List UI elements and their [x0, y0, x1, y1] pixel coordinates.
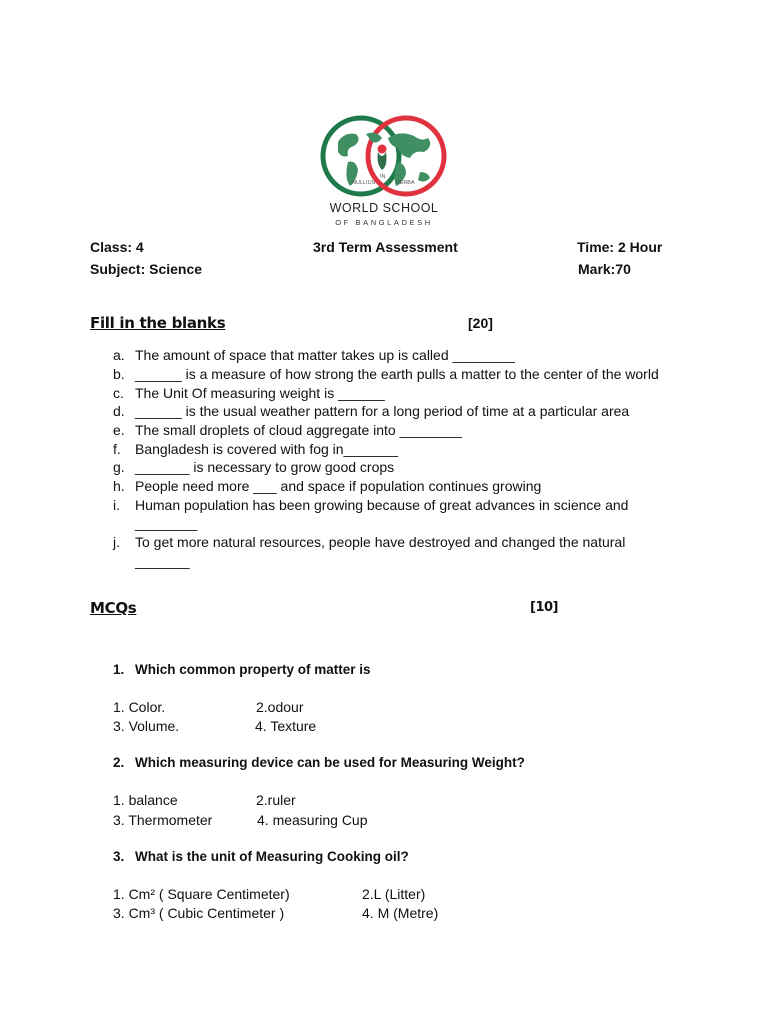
mcq-question [113, 662, 371, 677]
mcqs-heading: MCQs [90, 599, 137, 617]
mcqs-marks: [10] [530, 600, 558, 615]
item-label: a. [113, 347, 125, 363]
mcq-option: 1. Color. [113, 699, 166, 715]
mark-label: Mark:70 [578, 261, 631, 277]
item-label: b. [113, 366, 125, 382]
mcq-option: 3. Volume. [113, 718, 180, 734]
mcq-option: 4. M (Metre) [362, 905, 439, 921]
mcq-question [113, 849, 409, 864]
mcq-option: 1. balance [113, 792, 178, 808]
question-text: What is the unit of Measuring Cooking oil? [135, 849, 409, 864]
mcq-option: 3. Thermometer [113, 812, 213, 828]
school-logo [318, 112, 450, 230]
motto-right-text: VERBA [396, 180, 415, 186]
item-text: ______ is the usual weather pattern for a long period of time at a particular area [135, 403, 630, 419]
question-number: 3. [113, 849, 125, 864]
mcq-option: 2.ruler [256, 792, 296, 808]
subject-label: Subject: Science [90, 261, 203, 277]
school-name-line1: WORLD SCHOOL [329, 201, 439, 215]
item-text: ______ is a measure of how strong the earth pulls a matter to the center of the world [135, 366, 659, 382]
globe-rings-logo-icon [318, 112, 450, 230]
item-text: Human population has been growing because of great advances in science and [135, 497, 629, 513]
fill-blanks-heading: Fill in the blanks [90, 314, 226, 332]
item-text: The Unit Of measuring weight is ______ [135, 385, 385, 401]
class-label: Class: 4 [90, 239, 144, 255]
item-text-continued: ________ [135, 515, 198, 531]
mcq-option: 2.L (Litter) [362, 886, 426, 902]
mcq-question [113, 755, 525, 770]
item-text: _______ is necessary to grow good crops [135, 459, 395, 475]
mcq-option: 4. Texture [255, 718, 317, 734]
item-label: g. [113, 459, 125, 475]
item-text: The small droplets of cloud aggregate into ________ [135, 422, 462, 438]
school-name-line2: OF BANGLADESH [335, 218, 433, 227]
mcq-option: 3. Cm³ ( Cubic Centimeter ) [113, 905, 285, 921]
mcq-option: 2.odour [256, 699, 304, 715]
item-label: d. [113, 403, 125, 419]
mcq-option: 1. Cm² ( Square Centimeter) [113, 886, 290, 902]
question-text: Which measuring device can be used for Measuring Weight? [135, 755, 525, 770]
motto-left-text: NULLIUS [352, 180, 376, 186]
item-label: c. [113, 385, 124, 401]
assessment-title: 3rd Term Assessment [313, 239, 458, 255]
item-label: h. [113, 478, 125, 494]
item-label: e. [113, 422, 125, 438]
mcq-option: 4. measuring Cup [257, 812, 368, 828]
item-label: f. [113, 441, 121, 457]
fill-blanks-list [113, 347, 673, 577]
question-text: Which common property of matter is [135, 662, 371, 677]
item-text: The amount of space that matter takes up is called ________ [135, 347, 515, 363]
fill-blanks-marks: [20] [468, 315, 493, 331]
question-number: 2. [113, 755, 125, 770]
item-text: To get more natural resources, people have destroyed and changed the natural [135, 534, 626, 550]
time-label: Time: 2 Hour [577, 239, 663, 255]
question-number: 1. [113, 662, 125, 677]
item-label: i. [113, 497, 120, 513]
item-text-continued: _______ [135, 553, 190, 569]
motto-mid-text: IN [380, 174, 386, 180]
item-text: Bangladesh is covered with fog in_______ [135, 441, 399, 457]
item-text: People need more ___ and space if population continues growing [135, 478, 542, 494]
item-label: j. [113, 534, 120, 550]
